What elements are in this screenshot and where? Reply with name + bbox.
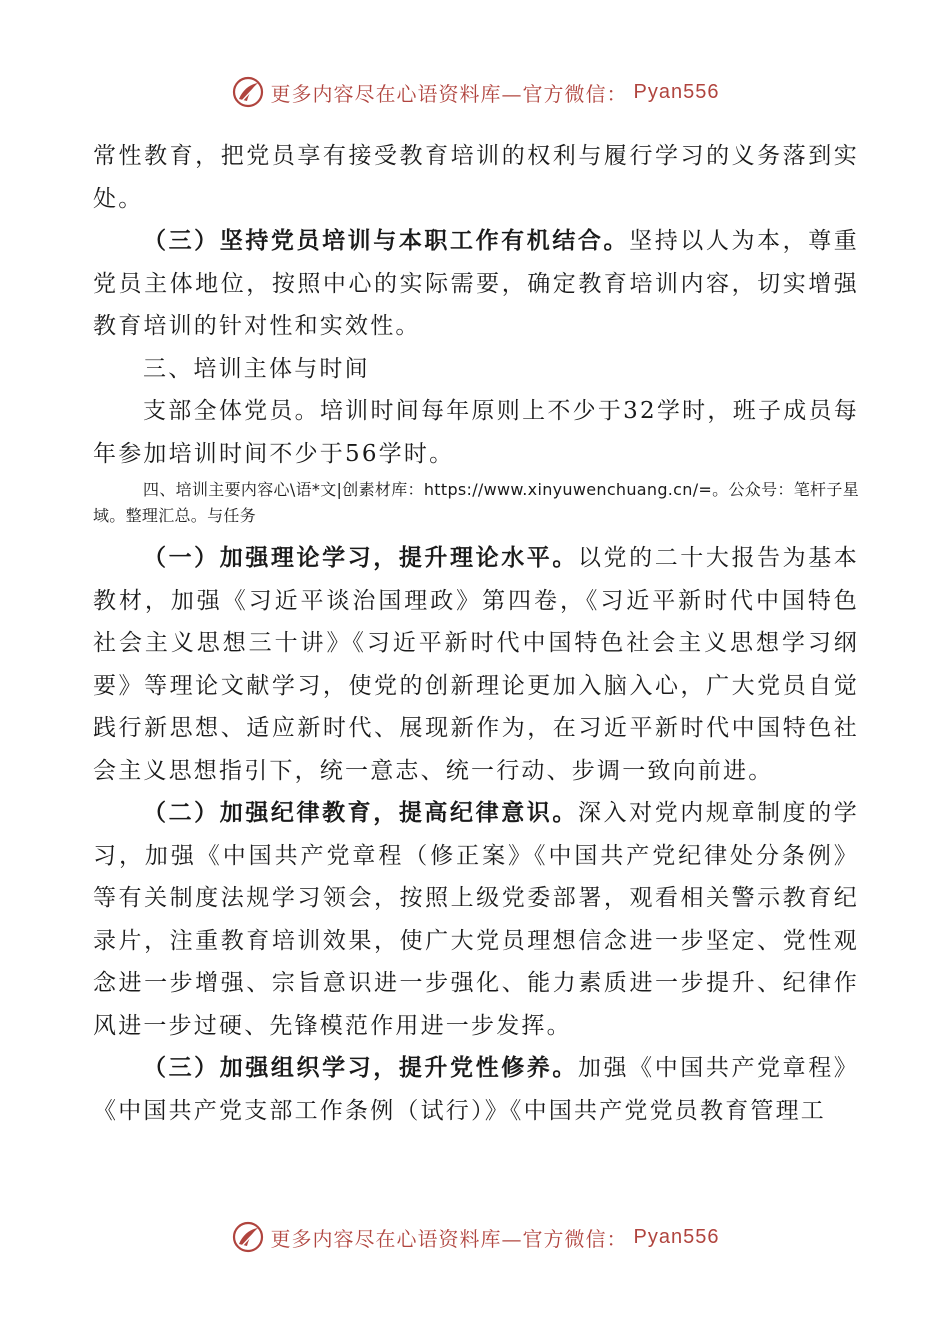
paragraph-3: 支部全体党员。培训时间每年原则上不少于32学时，班子成员每年参加培训时间不少于56学时。 [93, 398, 859, 467]
paragraph-0: 常性教育，把党员享有接受教育培训的权利与履行学习的义务落到实处。 [93, 143, 859, 212]
paragraph-heading: （一）加强理论学习，提升理论水平。 [143, 544, 578, 571]
section-heading-4: 四、培训主要内容心\语*文|创素材库：https://www.xinyuwenchuang.cn/=。公众号：笔杆子星域。整理汇总。与任务 [93, 480, 859, 525]
document-body [93, 135, 859, 1132]
watermark-header [0, 74, 950, 110]
paragraph-6: （二）加强纪律教育，提高纪律意识。深入对党内规章制度的学习，加强《中国共产党章程（修正案》《中国共产党纪律处分条例》等有关制度法规学习领会，按照上级党委部署，观看相关警示教育纪录片，注重教育培训效果，使广大党员理想信念进一步坚定、党性观念进一步增强、宗旨意识进一步强化、能力素质进一步提升、纪律作风进一步过硬、先锋模范作用进一步发挥。 [93, 799, 860, 1039]
paragraph-heading: （三）坚持党员培训与本职工作有机结合。 [143, 227, 630, 254]
paragraph-7: （三）加强组织学习，提升党性修养。加强《中国共产党章程》《中国共产党支部工作条例（试行）》《中国共产党党员教育管理工 [93, 1054, 860, 1124]
watermark-text: 更多内容尽在心语资料库—官方微信： [270, 1226, 628, 1251]
watermark-account: Pyan556 [633, 1225, 720, 1248]
paragraph-1: （三）坚持党员培训与本职工作有机结合。坚持以人为本，尊重党员主体地位，按照中心的实际需要，确定教育培训内容，切实增强教育培训的针对性和实效性。 [93, 227, 859, 339]
watermark-footer [0, 1219, 950, 1255]
section-heading-3: 三、培训主体与时间 [143, 355, 370, 382]
paragraph-5: （一）加强理论学习，提升理论水平。以党的二十大报告为基本教材，加强《习近平谈治国理政》第四卷，《习近平新时代中国特色社会主义思想三十讲》《习近平新时代中国特色社会主义思想学习纲要》等理论文献学习，使党的创新理论更加入脑入心，广大党员自觉践行新思想、适应新时代、展现新作为，在习近平新时代中国特色社会主义思想指引下，统一意志、统一行动、步调一致向前进。 [93, 544, 860, 784]
watermark-account: Pyan556 [633, 80, 720, 103]
paragraph-heading: （三）加强组织学习，提升党性修养。 [143, 1054, 578, 1081]
watermark-logo-icon [231, 75, 265, 109]
paragraph-heading: （二）加强纪律教育，提高纪律意识。 [143, 799, 578, 826]
watermark-text: 更多内容尽在心语资料库—官方微信： [270, 81, 628, 106]
watermark-logo-icon [231, 1220, 265, 1254]
